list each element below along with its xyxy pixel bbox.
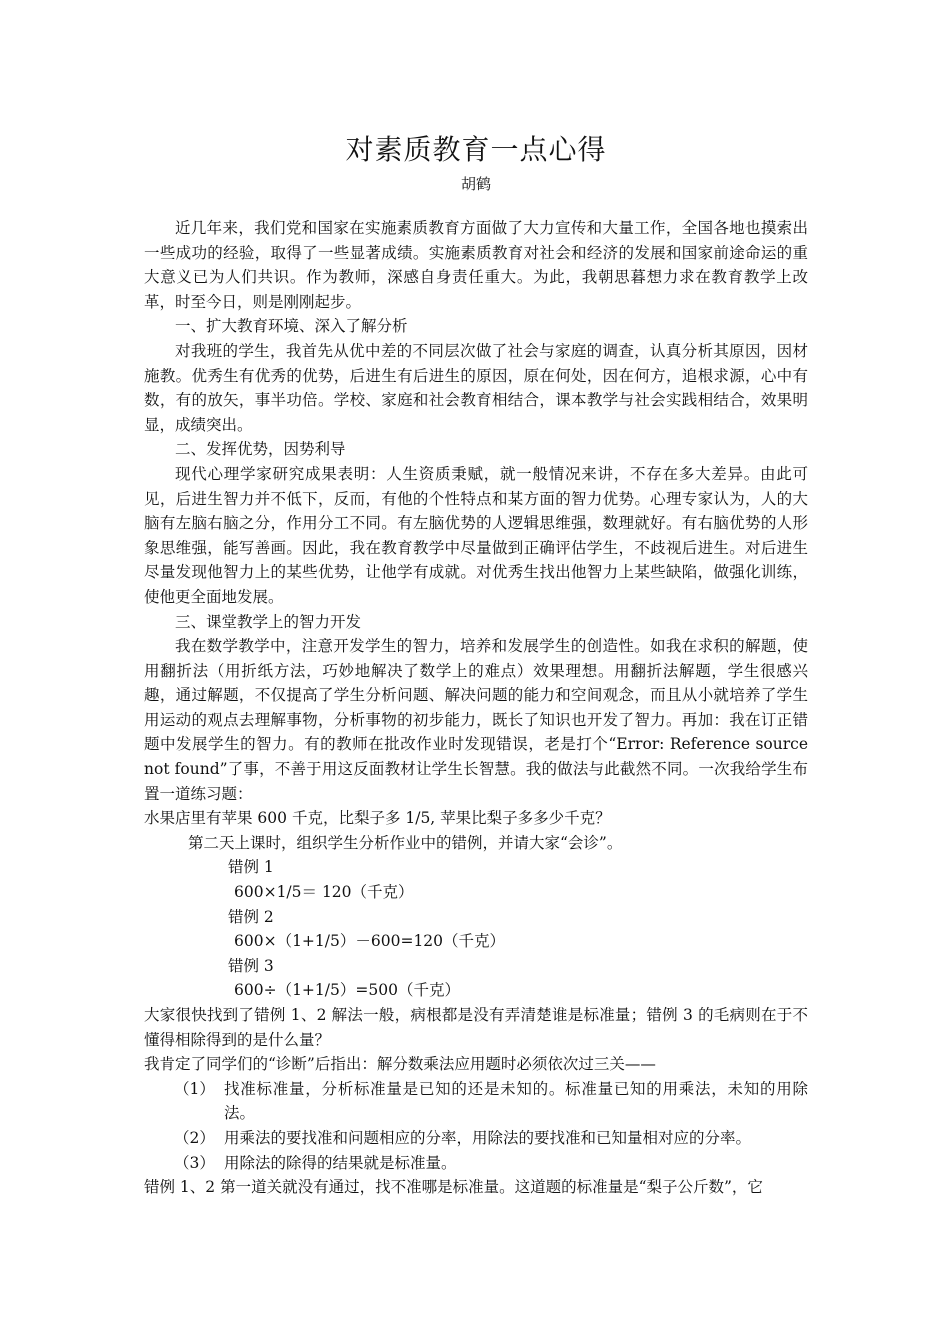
intro-paragraph: 近几年来，我们党和国家在实施素质教育方面做了大力宣传和大量工作，全国各地也摸索出一些成功的经验，取得了一些显著成绩。实施素质教育对社会和经济的发展和国家前途命运的重大意义已为人们共识。作为教师，深感自身责任重大。为此，我朝思暮想力求在教育教学上改革，时至今日，则是刚刚起步。 xyxy=(144,219,808,311)
section-2-paragraph: 现代心理学家研究成果表明：人生资质秉赋，就一般情况来讲，不存在多大差异。由此可见，后进生智力并不低下，反而，有他的个性特点和某方面的智力优势。心理专家认为，人的大脑有左脑右脑之分，作用分工不同。有左脑优势的人逻辑思维强，数理就好。有右脑优势的人形象思维强，能写善画。因此，我在教育教学中尽量做到正确评估学生，不歧视后进生。对后进生尽量发现他智力上的某些优势，让他学有成就。对优秀生找出他智力上某些缺陷，做强化训练，使他更全面地发展。 xyxy=(144,464,808,606)
three-steps-intro: 我肯定了同学们的“诊断”后指出：解分数乘法应用题时必须依次过三关—— xyxy=(144,1055,656,1074)
next-day-line: 第二天上课时，组织学生分析作业中的错例，并请大家“会诊”。 xyxy=(188,833,623,852)
document-title: 对素质教育一点心得 xyxy=(345,133,607,166)
steps-list xyxy=(144,1077,808,1175)
section-heading-3: 三、课堂教学上的智力开发 xyxy=(175,612,362,631)
list-item xyxy=(144,1126,808,1151)
step-text: 用除法的除得的结果就是标准量。 xyxy=(224,1153,457,1172)
error-example-1-label: 错例 1 xyxy=(228,858,274,877)
error-example-1-calc: 600×1/5＝ 120（千克） xyxy=(234,883,414,902)
error-example-3-calc: 600÷（1+1/5）=500（千克） xyxy=(234,981,460,1000)
step-number: （3） xyxy=(174,1153,215,1172)
section-heading-1: 一、扩大教育环境、深入了解分析 xyxy=(175,317,408,336)
exercise-problem: 水果店里有苹果 600 千克，比梨子多 1/5, 苹果比梨子多多少千克？ xyxy=(144,809,611,828)
section-1-paragraph: 对我班的学生，我首先从优中差的不同层次做了社会与家庭的调查，认真分析其原因，因材施教。优秀生有优秀的优势，后进生有后进生的原因，原在何处，因在何方，追根求源，心中有数，有的放矢，事半功倍。学校、家庭和社会教育相结合，课本教学与社会实践相结合，效果明显，成绩突出。 xyxy=(144,341,808,434)
list-item xyxy=(144,1151,808,1176)
author-name: 胡鹤 xyxy=(460,175,491,193)
error-example-2-calc: 600×（1+1/5）－600=120（千克） xyxy=(234,932,506,951)
step-number: （1） xyxy=(174,1079,215,1098)
step-text: 找准标准量，分析标准量是已知的还是未知的。标准量已知的用乘法，未知的用除法。 xyxy=(224,1079,808,1123)
error-example-2-label: 错例 2 xyxy=(228,907,274,926)
closing-paragraph: 错例 1、2 第一道关就没有通过，找不准哪是标准量。这道题的标准量是“梨子公斤数”，它 xyxy=(144,1178,763,1197)
error-example-3-label: 错例 3 xyxy=(228,956,274,975)
step-number: （2） xyxy=(174,1128,215,1147)
step-text: 用乘法的要找准和问题相应的分率，用除法的要找准和已知量相对应的分率。 xyxy=(224,1128,752,1147)
list-item xyxy=(144,1077,808,1126)
document-page xyxy=(144,128,808,1200)
section-3-paragraph: 我在数学教学中，注意开发学生的智力，培养和发展学生的创造性。如我在求积的解题，使用翻折法（用折纸方法，巧妙地解决了数学上的难点）效果理想。用翻折法解题，学生很感兴趣，通过解题，不仅提高了学生分析问题、解决问题的能力和空间观念，而且从小就培养了学生用运动的观点去理解事物，分析事物的初步能力，既长了知识也开发了智力。再加：我在订正错题中发展学生的智力。有的教师在批改作业时发现错误，老是打个“Error: Reference source not found”了事，不善于用这反面教材让学生长智慧。我的做法与此截然不同。一次我给学生布置一道练习题： xyxy=(144,637,808,803)
section-heading-2: 二、发挥优势，因势利导 xyxy=(175,440,346,459)
diagnosis-paragraph: 大家很快找到了错例 1、2 解法一般，病根都是没有弄清楚谁是标准量；错例 3 的毛病则在于不懂得相除得到的是什么量？ xyxy=(144,1006,808,1049)
